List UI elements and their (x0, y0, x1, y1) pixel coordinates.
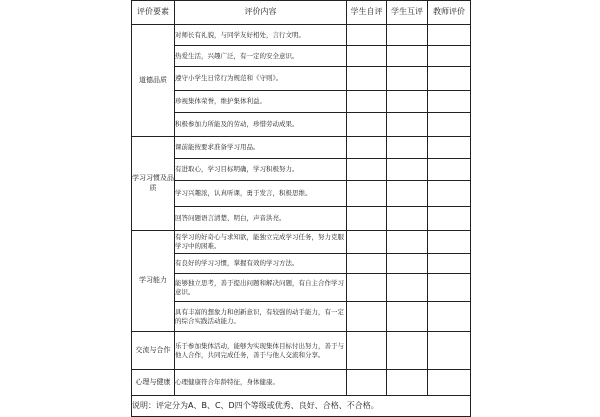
note-row (132, 396, 471, 417)
teacher-eval-cell[interactable] (428, 46, 471, 67)
self-eval-cell[interactable] (347, 231, 387, 254)
header-peer-eval: 学生互评 (387, 1, 428, 25)
table-row (132, 302, 471, 332)
table-row (132, 25, 471, 46)
table-row (132, 91, 471, 113)
self-eval-cell[interactable] (347, 46, 387, 67)
header-content: 评价内容 (175, 1, 347, 25)
category-mental-health: 心理与健康 (132, 370, 175, 396)
criterion-text: 有进取心，学习目标明确，学习积极努力。 (175, 159, 347, 181)
teacher-eval-cell[interactable] (428, 159, 471, 181)
peer-eval-cell[interactable] (387, 254, 428, 274)
teacher-eval-cell[interactable] (428, 181, 471, 207)
self-eval-cell[interactable] (347, 254, 387, 274)
peer-eval-cell[interactable] (387, 302, 428, 332)
self-eval-cell[interactable] (347, 181, 387, 207)
criterion-text: 乐于参加集体活动，能够为实现集体目标付出努力，善于与他人合作，共同完成任务，善于与他人交流和分享。 (175, 332, 347, 370)
table-row (132, 207, 471, 231)
self-eval-cell[interactable] (347, 113, 387, 137)
peer-eval-cell[interactable] (387, 113, 428, 137)
criterion-text: 积极参加力所能及的劳动，珍惜劳动成果。 (175, 113, 347, 137)
self-eval-cell[interactable] (347, 25, 387, 46)
self-eval-cell[interactable] (347, 370, 387, 396)
table-row (132, 231, 471, 254)
self-eval-cell[interactable] (347, 159, 387, 181)
peer-eval-cell[interactable] (387, 67, 428, 91)
peer-eval-cell[interactable] (387, 207, 428, 231)
self-eval-cell[interactable] (347, 274, 387, 302)
criterion-text: 课前能按要求准备学习用品。 (175, 137, 347, 159)
peer-eval-cell[interactable] (387, 25, 428, 46)
grading-note: 说明：评定分为A、B、C、D四个等级或优秀、良好、合格、不合格。 (132, 396, 471, 417)
peer-eval-cell[interactable] (387, 332, 428, 370)
header-category: 评价要素 (132, 1, 175, 25)
category-learning-ability: 学习能力 (132, 231, 175, 332)
peer-eval-cell[interactable] (387, 46, 428, 67)
teacher-eval-cell[interactable] (428, 25, 471, 46)
category-moral: 道德品质 (132, 25, 175, 137)
peer-eval-cell[interactable] (387, 274, 428, 302)
table-row (132, 67, 471, 91)
peer-eval-cell[interactable] (387, 137, 428, 159)
peer-eval-cell[interactable] (387, 159, 428, 181)
self-eval-cell[interactable] (347, 207, 387, 231)
criterion-text: 心理健康符合年龄特征，身体健康。 (175, 370, 347, 396)
criterion-text: 热爱生活，兴趣广泛，有一定的安全意识。 (175, 46, 347, 67)
table-row (132, 181, 471, 207)
peer-eval-cell[interactable] (387, 370, 428, 396)
criterion-text: 珍视集体荣誉，维护集体利益。 (175, 91, 347, 113)
teacher-eval-cell[interactable] (428, 254, 471, 274)
table-row (132, 137, 471, 159)
teacher-eval-cell[interactable] (428, 370, 471, 396)
evaluation-table (131, 0, 471, 417)
table-row (132, 46, 471, 67)
teacher-eval-cell[interactable] (428, 332, 471, 370)
teacher-eval-cell[interactable] (428, 91, 471, 113)
self-eval-cell[interactable] (347, 332, 387, 370)
header-self-eval: 学生自评 (347, 1, 387, 25)
criterion-text: 能够独立思考，善于提出问题和解决问题，有自主合作学习意识。 (175, 274, 347, 302)
self-eval-cell[interactable] (347, 67, 387, 91)
teacher-eval-cell[interactable] (428, 137, 471, 159)
table-row (132, 159, 471, 181)
self-eval-cell[interactable] (347, 302, 387, 332)
teacher-eval-cell[interactable] (428, 67, 471, 91)
evaluation-sheet (131, 0, 470, 410)
teacher-eval-cell[interactable] (428, 113, 471, 137)
header-row (132, 1, 471, 25)
header-teacher-eval: 教师评价 (428, 1, 471, 25)
teacher-eval-cell[interactable] (428, 207, 471, 231)
table-row (132, 254, 471, 274)
table-row (132, 274, 471, 302)
criterion-text: 学习兴趣浓，认真听课，勇于发言，积极思维。 (175, 181, 347, 207)
peer-eval-cell[interactable] (387, 91, 428, 113)
teacher-eval-cell[interactable] (428, 231, 471, 254)
table-row (132, 332, 471, 370)
category-study-habits: 学习习惯及品质 (132, 137, 175, 231)
peer-eval-cell[interactable] (387, 181, 428, 207)
criterion-text: 有良好的学习习惯，掌握有效的学习方法。 (175, 254, 347, 274)
table-row (132, 113, 471, 137)
self-eval-cell[interactable] (347, 91, 387, 113)
teacher-eval-cell[interactable] (428, 302, 471, 332)
table-row (132, 370, 471, 396)
peer-eval-cell[interactable] (387, 231, 428, 254)
criterion-text: 对师长有礼貌，与同学友好相处，言行文明。 (175, 25, 347, 46)
teacher-eval-cell[interactable] (428, 274, 471, 302)
criterion-text: 有学习的好奇心与求知欲，能独立完成学习任务，努力克服学习中的困难。 (175, 231, 347, 254)
criterion-text: 回答问题语言清楚、明白，声音洪亮。 (175, 207, 347, 231)
criterion-text: 具有丰富的想象力和创新意识，有较强的动手能力，有一定的综合实践活动能力。 (175, 302, 347, 332)
criterion-text: 遵守小学生日常行为规范和《守则》。 (175, 67, 347, 91)
category-communication: 交流与合作 (132, 332, 175, 370)
self-eval-cell[interactable] (347, 137, 387, 159)
